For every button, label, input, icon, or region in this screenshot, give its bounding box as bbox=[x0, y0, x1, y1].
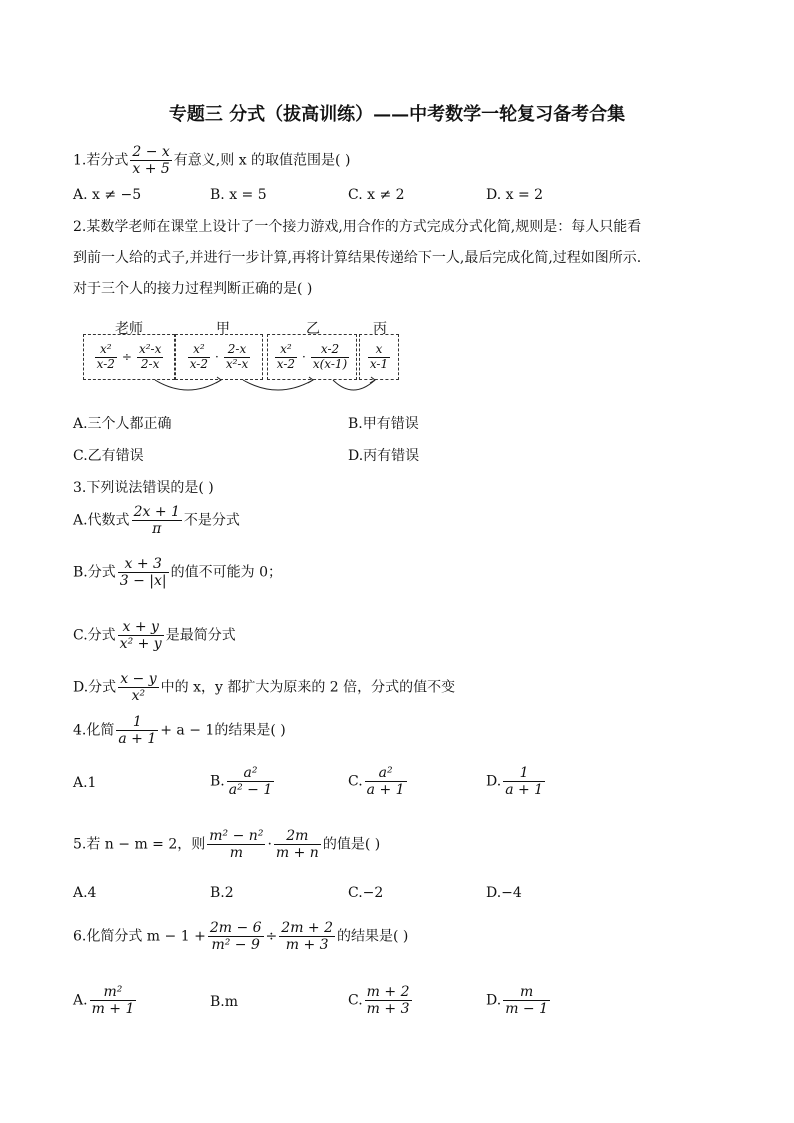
q3-a-den: π bbox=[152, 521, 162, 538]
arrowhead-2 bbox=[308, 377, 313, 383]
relay-arrows bbox=[83, 318, 413, 398]
q5-dot: · bbox=[267, 836, 272, 853]
q5-fraction-2 bbox=[274, 828, 321, 861]
q5-option-d[interactable]: D.−4 bbox=[486, 885, 522, 901]
q4-b-den: a² − 1 bbox=[228, 782, 273, 799]
q1-suffix: 有意义,则 x 的取值范围是( ) bbox=[173, 152, 351, 169]
diagram-label-yi: 乙 bbox=[306, 321, 320, 337]
q5-option-a[interactable]: A.4 bbox=[73, 885, 97, 901]
q6-f2-den: m + 3 bbox=[285, 937, 329, 954]
q3-c-den: x² + y bbox=[119, 636, 162, 653]
yi-f1-den: x-2 bbox=[276, 356, 296, 371]
question-1-stem bbox=[73, 144, 350, 177]
q3-c-prefix: C.分式 bbox=[73, 627, 116, 644]
q3-a-prefix: A.代数式 bbox=[73, 512, 130, 529]
q6-suffix: 的结果是( ) bbox=[337, 928, 409, 945]
arrowhead-1 bbox=[216, 377, 221, 383]
q4-stem bbox=[73, 714, 286, 747]
q2-option-d[interactable]: D.丙有错误 bbox=[348, 448, 420, 464]
jia-f2-den: x²-x bbox=[225, 356, 249, 371]
q6-a-label: A. bbox=[73, 992, 88, 1009]
q3-b-suffix: 的值不可能为 0； bbox=[170, 564, 282, 581]
arrow-yi-to-bing bbox=[333, 380, 375, 390]
q6-d-label: D. bbox=[486, 992, 502, 1009]
q5-f2-den: m + n bbox=[275, 845, 319, 862]
q1-option-c[interactable]: C. x ≠ 2 bbox=[348, 187, 405, 203]
q4-num: 1 bbox=[116, 714, 158, 731]
q5-f1-den: m bbox=[229, 845, 243, 862]
q6-c-label: C. bbox=[348, 992, 363, 1009]
q4-b-num: a² bbox=[227, 765, 275, 782]
q3-c-num: x + y bbox=[118, 619, 164, 636]
diagram-label-jia: 甲 bbox=[216, 321, 230, 337]
q3-a-fraction bbox=[132, 504, 182, 537]
q4-den: a + 1 bbox=[118, 731, 157, 748]
q4-option-d[interactable] bbox=[486, 765, 547, 798]
q3-d-den: x² bbox=[131, 688, 146, 705]
jia-f2-num: 2-x bbox=[224, 343, 250, 358]
q6-option-b[interactable]: B.m bbox=[210, 994, 239, 1010]
bing-num: x bbox=[368, 343, 390, 358]
q6-prefix: 6.化简分式 m − 1 + bbox=[73, 928, 206, 945]
q6-stem bbox=[73, 920, 408, 953]
q4-prefix: 4.化简 bbox=[73, 722, 115, 739]
q5-f1-num: m² − n² bbox=[209, 828, 264, 844]
q3-a-num: 2x + 1 bbox=[133, 504, 180, 520]
q1-prefix: 1.若分式 bbox=[73, 152, 129, 169]
q3-c-suffix: 是最简分式 bbox=[165, 627, 236, 644]
q5-prefix: 5.若 n − m = 2，则 bbox=[73, 836, 206, 853]
yi-f1-num: x² bbox=[275, 343, 297, 358]
q6-d-fraction bbox=[503, 984, 550, 1017]
q5-option-b[interactable]: B.2 bbox=[210, 885, 234, 901]
q6-f1-den: m² − 9 bbox=[211, 937, 260, 954]
q4-option-a[interactable]: A.1 bbox=[73, 775, 97, 791]
q6-a-fraction bbox=[90, 984, 137, 1017]
q6-option-c[interactable] bbox=[348, 984, 414, 1017]
q3-d-fraction bbox=[118, 671, 158, 704]
q4-c-num: a² bbox=[365, 765, 407, 782]
q6-d-den: m − 1 bbox=[505, 1001, 549, 1018]
q4-d-num: 1 bbox=[503, 765, 545, 782]
yi-f2-num: x-2 bbox=[311, 343, 349, 358]
q6-option-d[interactable] bbox=[486, 984, 552, 1017]
page-title: 专题三 分式（拔高训练）——中考数学一轮复习备考合集 bbox=[168, 104, 626, 125]
teacher-f1-den: x-2 bbox=[96, 356, 115, 371]
q3-option-c[interactable] bbox=[73, 619, 236, 652]
q4-fraction bbox=[116, 714, 158, 747]
q1-fraction bbox=[130, 144, 171, 177]
q2-option-c[interactable]: C.乙有错误 bbox=[73, 448, 144, 464]
q2-option-b[interactable]: B.甲有错误 bbox=[348, 416, 419, 432]
q6-a-den: m + 1 bbox=[91, 1001, 135, 1018]
q5-f2-num: 2m bbox=[274, 828, 321, 845]
q5-suffix: 的值是( ) bbox=[322, 836, 381, 853]
q3-b-prefix: B.分式 bbox=[73, 564, 116, 581]
teacher-f1-num: x² bbox=[95, 343, 117, 358]
teacher-f2-den: 2-x bbox=[140, 356, 160, 371]
diagram-label-teacher: 老师 bbox=[115, 321, 143, 337]
q6-divide: ÷ bbox=[265, 928, 278, 945]
arrow-teacher-to-jia bbox=[155, 380, 221, 390]
arrow-jia-to-yi bbox=[243, 380, 313, 390]
q3-b-num: x + 3 bbox=[118, 556, 169, 573]
q5-fraction-1 bbox=[207, 828, 265, 861]
q4-c-label: C. bbox=[348, 773, 363, 790]
q3-a-suffix: 不是分式 bbox=[183, 512, 240, 529]
q3-b-fraction bbox=[118, 556, 169, 589]
jia-f1-den: x-2 bbox=[189, 356, 208, 371]
q5-stem bbox=[73, 828, 380, 861]
q3-option-d[interactable] bbox=[73, 671, 455, 704]
teacher-f2-num: x²-x bbox=[138, 341, 162, 356]
q3-d-num: x − y bbox=[120, 671, 157, 687]
q2-line-2: 到前一人给的式子,并进行一步计算,再将计算结果传递给下一人,最后完成化简,过程如图所示. bbox=[73, 250, 642, 266]
q4-d-label: D. bbox=[486, 773, 502, 790]
q4-c-fraction bbox=[365, 765, 407, 798]
yi-f2-den: x(x-1) bbox=[312, 356, 348, 371]
q1-fraction-denominator: x + 5 bbox=[132, 161, 170, 178]
q4-b-label: B. bbox=[210, 773, 225, 790]
q1-option-b[interactable]: B. x = 5 bbox=[210, 187, 267, 203]
q4-b-fraction bbox=[227, 765, 275, 798]
q4-option-c[interactable] bbox=[348, 765, 409, 798]
q4-suffix: + a − 1的结果是( ) bbox=[160, 722, 286, 739]
q6-f2-num: 2m + 2 bbox=[281, 920, 334, 936]
q3-stem: 3.下列说法错误的是( ) bbox=[73, 480, 214, 496]
q6-c-num: m + 2 bbox=[366, 984, 410, 1000]
teacher-operator: ÷ bbox=[121, 350, 132, 364]
q4-d-fraction bbox=[503, 765, 545, 798]
q4-c-den: a + 1 bbox=[366, 782, 405, 799]
q6-option-a[interactable] bbox=[73, 984, 138, 1017]
q3-d-prefix: D.分式 bbox=[73, 679, 117, 696]
diagram-label-bing: 丙 bbox=[373, 321, 387, 337]
q6-d-num: m bbox=[503, 984, 550, 1001]
q1-fraction-numerator: 2 − x bbox=[132, 144, 170, 160]
q6-fraction-2 bbox=[279, 920, 335, 953]
q6-c-den: m + 3 bbox=[366, 1001, 410, 1018]
q3-b-den: 3 − |x| bbox=[119, 573, 167, 590]
q4-d-den: a + 1 bbox=[505, 782, 544, 799]
q2-line-3: 对于三个人的接力过程判断正确的是( ) bbox=[73, 281, 313, 297]
q1-option-a[interactable]: A. x ≠ −5 bbox=[73, 187, 142, 203]
q3-c-fraction bbox=[118, 619, 164, 652]
relay-diagram bbox=[83, 318, 413, 398]
q5-option-c[interactable]: C.−2 bbox=[348, 885, 384, 901]
q4-option-b[interactable] bbox=[210, 765, 276, 798]
yi-operator: · bbox=[302, 350, 306, 364]
q2-option-a[interactable]: A.三个人都正确 bbox=[73, 416, 172, 432]
jia-operator: · bbox=[215, 350, 219, 364]
q6-c-fraction bbox=[365, 984, 412, 1017]
jia-f1-num: x² bbox=[188, 343, 210, 358]
q3-option-b[interactable] bbox=[73, 556, 282, 589]
q6-a-num: m² bbox=[90, 984, 137, 1001]
q2-line-1: 2.某数学老师在课堂上设计了一个接力游戏,用合作的方式完成分式化简,规则是：每人只能看 bbox=[73, 219, 642, 235]
q1-option-d[interactable]: D. x = 2 bbox=[486, 187, 544, 203]
q6-f1-num: 2m − 6 bbox=[209, 920, 262, 936]
q6-fraction-1 bbox=[208, 920, 264, 953]
bing-den: x-1 bbox=[369, 356, 389, 371]
q3-option-a[interactable] bbox=[73, 504, 240, 537]
q3-d-suffix: 中的 x，y 都扩大为原来的 2 倍，分式的值不变 bbox=[160, 679, 456, 696]
